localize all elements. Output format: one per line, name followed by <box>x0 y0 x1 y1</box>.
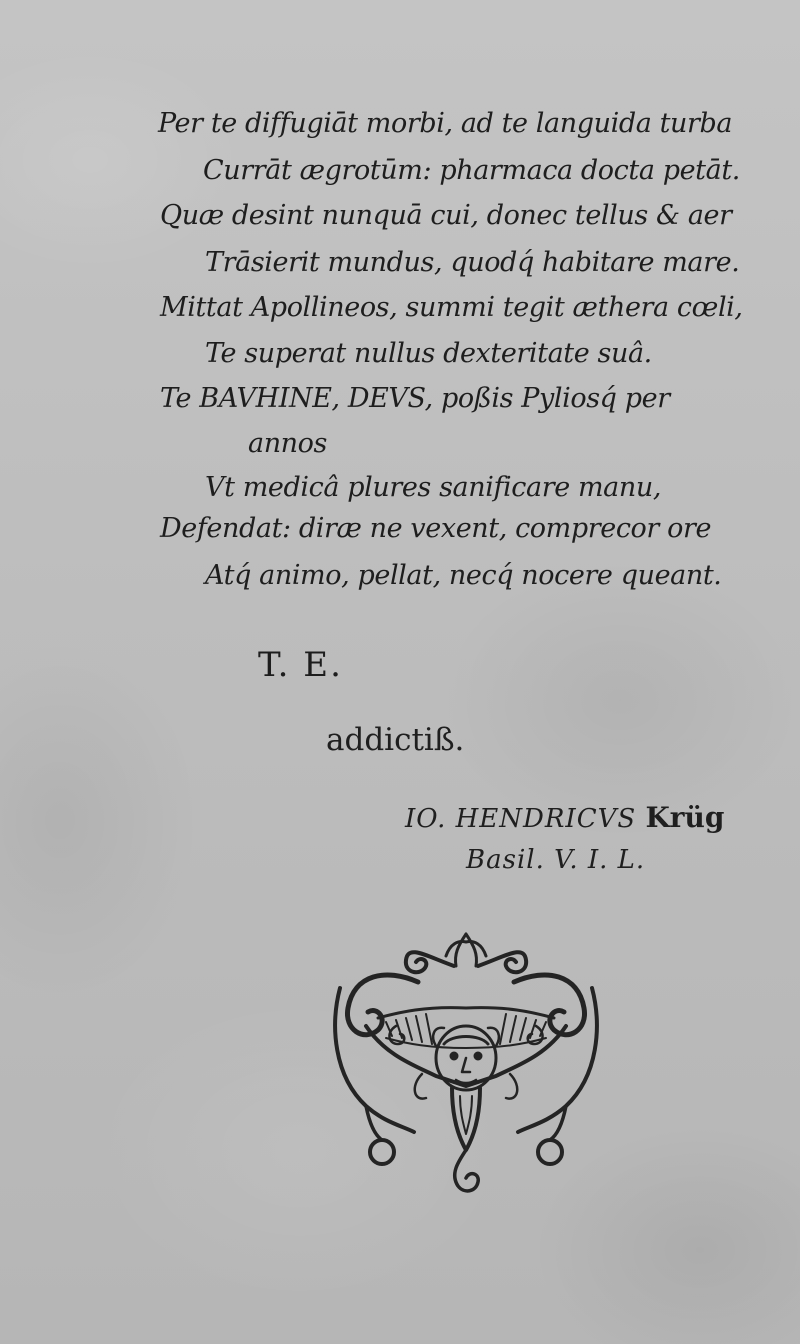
poem-line-9: Vt medicâ plures sanificare manu, <box>205 472 662 503</box>
signature-handwritten-name: Krüg <box>645 801 725 834</box>
signature-name-line <box>405 801 724 834</box>
poem-line-5: Mittat Apollineos, summi tegit æthera cœli, <box>160 292 743 323</box>
signature-printed-name: IO. HENDRICVS <box>405 804 637 834</box>
poem-line-11: Atq́ animo, pellat, necq́ nocere queant. <box>205 560 722 591</box>
author-initials: T. E. <box>258 645 343 685</box>
poem-line-1: Per te diffugiāt morbi, ad te languida turba <box>158 108 733 139</box>
signature-place-line: Basil. V. I. L. <box>466 845 646 875</box>
closing-addictiss: addictiß. <box>326 722 465 758</box>
printer-ornament-mask-icon <box>326 926 606 1216</box>
poem-line-10: Defendat: diræ ne vexent, comprecor ore <box>160 513 712 544</box>
poem-line-3: Quæ desint nunquā cui, donec tellus & aer <box>160 200 732 231</box>
poem-line-4: Trāsierit mundus, quodq́ habitare mare. <box>205 247 740 278</box>
poem-line-6: Te superat nullus dexteritate suâ. <box>205 338 652 369</box>
poem-line-2: Currāt ægrotūm: pharmaca docta petāt. <box>203 155 740 186</box>
poem-line-8: annos <box>248 428 327 459</box>
poem-line-7: Te BAVHINE, DEVS, poßis Pyliosq́ per <box>160 383 670 414</box>
